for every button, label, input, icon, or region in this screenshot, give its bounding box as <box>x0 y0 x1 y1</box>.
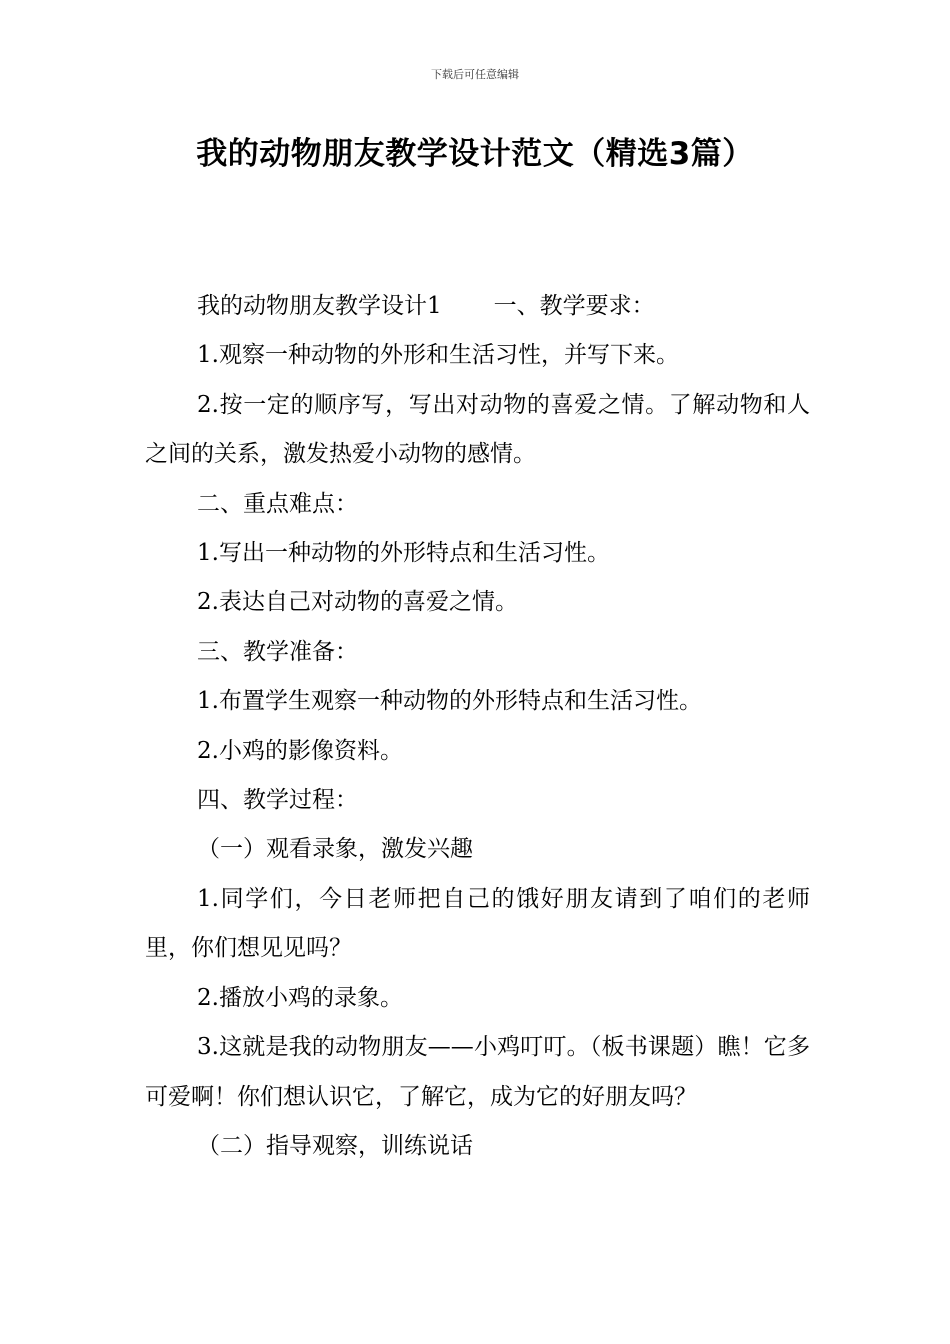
paragraph: 1.写出一种动物的外形特点和生活习性。 <box>197 540 610 567</box>
section-heading: 二、重点难点： <box>197 490 358 517</box>
paragraph-intro <box>145 282 810 331</box>
document-title: 我的动物朋友教学设计范文（精选3篇） <box>196 136 754 172</box>
paragraph: 1.观察一种动物的外形和生活习性，并写下来。 <box>197 342 679 369</box>
header-note: 下载后可任意编辑 <box>431 68 519 81</box>
paragraph: 2.播放小鸡的录象。 <box>197 984 403 1011</box>
paragraph: 2.表达自己对动物的喜爱之情。 <box>197 589 518 616</box>
subsection-heading: （一）观看录象，激发兴趣 <box>197 836 473 863</box>
document-body <box>145 282 810 1171</box>
section-heading: 我的动物朋友教学设计1 <box>197 293 442 319</box>
section-heading: 一、教学要求： <box>493 293 655 319</box>
paragraph: 3.这就是我的动物朋友——小鸡叮叮。（板书课题）瞧！它多可爱啊！你们想认识它，了解它，成为它的好朋友吗？ <box>145 1034 810 1110</box>
section-heading: 四、教学过程： <box>197 787 358 814</box>
paragraph: 1.同学们，今日老师把自己的饿好朋友请到了咱们的老师里，你们想见见吗？ <box>145 885 810 962</box>
section-heading: 三、教学准备： <box>197 638 358 665</box>
paragraph: 2.小鸡的影像资料。 <box>197 737 403 764</box>
paragraph: 2.按一定的顺序写，写出对动物的喜爱之情。了解动物和人之间的关系，激发热爱小动物的感情。 <box>145 391 810 468</box>
paragraph: 1.布置学生观察一种动物的外形特点和生活习性。 <box>197 688 702 715</box>
subsection-heading: （二）指导观察，训练说话 <box>197 1132 473 1159</box>
